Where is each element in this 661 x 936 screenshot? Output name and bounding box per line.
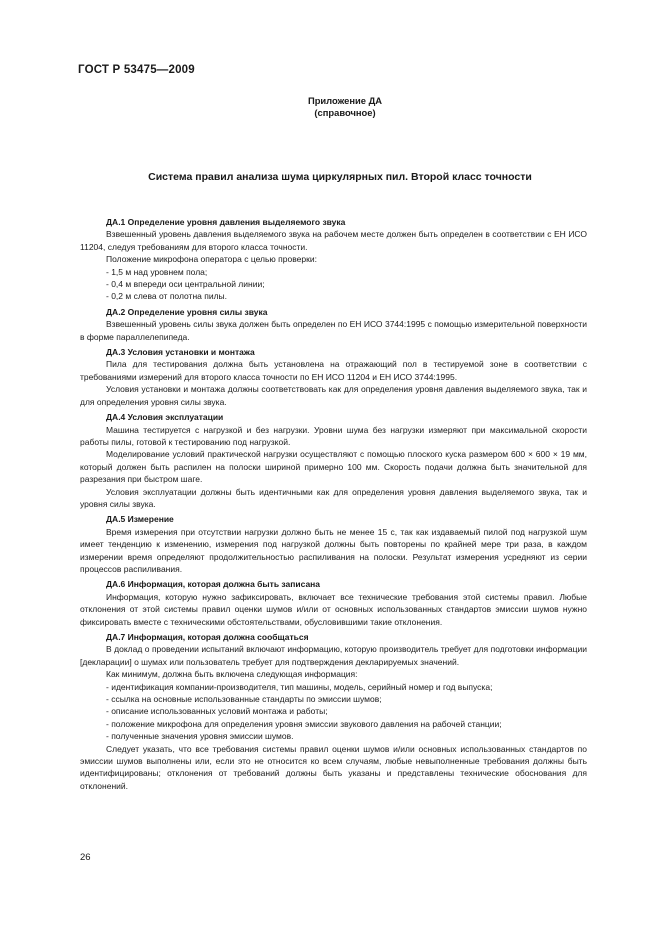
- paragraph: Взвешенный уровень давления выделяемого звука на рабочем месте должен быть определен в соответствии с ЕН ИСО 11204, следуя требованиям для второго класса точности.: [80, 229, 587, 252]
- appendix-title: Приложение ДА: [307, 95, 383, 106]
- standard-number: ГОСТ Р 53475—2009: [78, 64, 195, 76]
- section-heading: ДА.3 Условия установки и монтажа: [106, 347, 255, 358]
- paragraph: Как минимум, должна быть включена следующая информация:: [106, 669, 358, 680]
- paragraph: Положение микрофона оператора с целью проверки:: [106, 254, 317, 265]
- list-item: - 0,2 м слева от полотна пилы.: [106, 291, 228, 302]
- paragraph: В доклад о проведении испытаний включают информацию, которую производитель требует для подготовки информации [декларации] о шумах или пользователь требует для подтверждения декларируемых значений.: [80, 644, 587, 667]
- paragraph: Следует указать, что все требования системы правил оценки шумов и/или основных использованных стандартов по эмиссии шумов выполнены или, если это не относится ко всем случаям, любые невыполненные требования должны быть идентифицированы; отклонения от требований должны быть указаны и представлены технические обоснования для отклонений.: [80, 743, 587, 791]
- paragraph: Моделирование условий практической нагрузки осуществляют с помощью плоского куска размером 600 × 600 × 19 мм, который должен быть распилен на полоски шириной примерно 100 мм. Скорость подачи должна быть значительной для разрезания при быстром шаге.: [80, 449, 587, 485]
- section-heading: ДА.5 Измерение: [106, 514, 174, 525]
- paragraph: Пила для тестирования должна быть установлена на отражающий пол в тестируемой зоне в соответствии с требованиями измерений для второго класса точности по ЕН ИСО 11204 и ЕН ИСО 3744:1995.: [80, 359, 587, 382]
- list-item: - 1,5 м над уровнем пола;: [106, 266, 208, 277]
- paragraph: Условия установки и монтажа должны соответствовать как для определения уровня давления выделяемого звука, так и для определения уровня силы звука.: [80, 384, 587, 407]
- list-item: - полученные значения уровня эмиссии шумов.: [106, 731, 294, 742]
- appendix-note: (справочное): [314, 107, 376, 118]
- list-item: - ссылка на основные использованные стандарты по эмиссии шумов;: [106, 694, 382, 705]
- document-title: Система правил анализа шума циркулярных пил. Второй класс точности: [148, 171, 532, 183]
- paragraph: Условия эксплуатации должны быть идентичными как для определения уровня давления выделяемого звука, так и уровня силы звука.: [80, 486, 587, 509]
- paragraph: Информация, которую нужно зафиксировать, включает все технические требования этой системы правил. Любые отклонения от этой системы правил оценки шумов и/или от основных использованных стандартов эмиссии шумов нужно фиксировать вместе с техническими обстоятельствами, обусловившими такие отклонения.: [80, 591, 587, 627]
- section-heading: ДА.2 Определение уровня силы звука: [106, 306, 268, 317]
- list-item: - положение микрофона для определения уровня эмиссии звукового давления на рабочей станции;: [106, 718, 502, 729]
- paragraph: Время измерения при отсутствии нагрузки должно быть не менее 15 с, так как издаваемый пилой под нагрузкой шум имеет тенденцию к изменению, измерения под нагрузкой должны быть повторены по крайней мере три раза, в каждом измерении время определяют продолжительностью распиливания на полоски. Результат измерения усредняют из серии процессов распиливания.: [80, 526, 587, 574]
- list-item: - 0,4 м впереди оси центральной линии;: [106, 279, 265, 290]
- paragraph: Машина тестируется с нагрузкой и без нагрузки. Уровни шума без нагрузки измеряют при максимальной скорости работы пилы, готовой к тестированию под нагрузкой.: [80, 424, 587, 447]
- list-item: - описание использованных условий монтажа и работы;: [106, 706, 328, 717]
- section-heading: ДА.4 Условия эксплуатации: [106, 412, 224, 423]
- paragraph: Взвешенный уровень силы звука должен быть определен по ЕН ИСО 3744:1995 с помощью измерительной поверхности в форме параллелепипеда.: [80, 319, 587, 342]
- document-body: [80, 216, 587, 792]
- section-heading: ДА.6 Информация, которая должна быть записана: [106, 579, 321, 590]
- section-heading: ДА.7 Информация, которая должна сообщаться: [106, 632, 309, 642]
- list-item: - идентификация компании-производителя, тип машины, модель, серийный номер и год выпуска;: [106, 681, 493, 692]
- section-heading: ДА.1 Определение уровня давления выделяемого звука: [106, 217, 346, 227]
- page-number: 26: [80, 852, 91, 863]
